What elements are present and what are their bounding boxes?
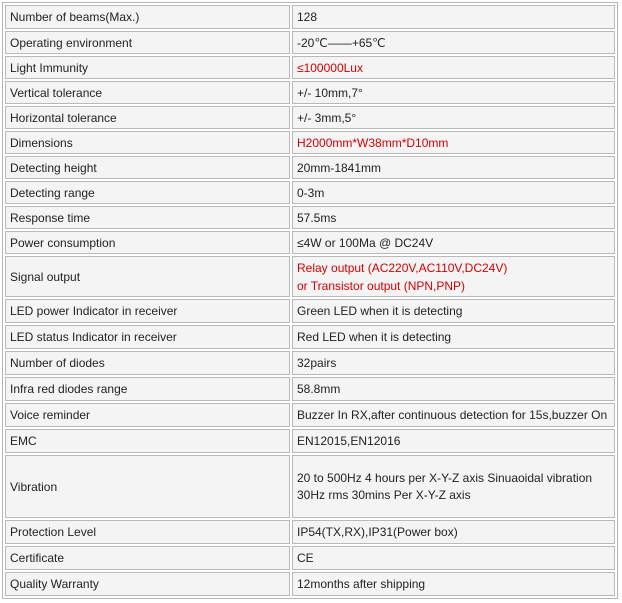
- row-value: 0-3m: [292, 181, 615, 204]
- table-row: [5, 156, 615, 179]
- table-row: [5, 351, 615, 375]
- table-row: [5, 81, 615, 104]
- row-value: [292, 256, 615, 297]
- row-label: Number of beams(Max.): [5, 5, 290, 29]
- table-row: [5, 403, 615, 427]
- row-value: Red LED when it is detecting: [292, 325, 615, 349]
- row-value: 57.5ms: [292, 206, 615, 229]
- row-label: Detecting range: [5, 181, 290, 204]
- row-value: H2000mm*W38mm*D10mm: [292, 131, 615, 154]
- row-label: Dimensions: [5, 131, 290, 154]
- table-row: [5, 106, 615, 129]
- row-value: ≤4W or 100Ma @ DC24V: [292, 231, 615, 254]
- table-row: [5, 455, 615, 518]
- table-row: [5, 325, 615, 349]
- table-row: [5, 131, 615, 154]
- row-label: Certificate: [5, 546, 290, 570]
- table-row: [5, 231, 615, 254]
- row-value: 58.8mm: [292, 377, 615, 401]
- table-row: [5, 56, 615, 79]
- table-row: [5, 520, 615, 544]
- row-label: Number of diodes: [5, 351, 290, 375]
- spec-table: [2, 2, 618, 599]
- row-label: Protection Level: [5, 520, 290, 544]
- row-label: Vibration: [5, 455, 290, 518]
- row-label: Response time: [5, 206, 290, 229]
- row-value: ≤100000Lux: [292, 56, 615, 79]
- table-row: [5, 206, 615, 229]
- signal-output-line-2: or Transistor output (NPN,PNP): [297, 278, 466, 293]
- row-label: Infra red diodes range: [5, 377, 290, 401]
- row-value: [292, 455, 615, 518]
- row-value: Buzzer In RX,after continuous detection for 15s,buzzer On: [292, 403, 615, 427]
- table-row: [5, 546, 615, 570]
- table-row: [5, 5, 615, 29]
- table-row: [5, 572, 615, 596]
- table-row: [5, 31, 615, 54]
- vibration-line-2: 30Hz rms 30mins Per X-Y-Z axis: [297, 487, 471, 502]
- row-value: 128: [292, 5, 615, 29]
- row-label: LED power Indicator in receiver: [5, 299, 290, 323]
- table-row: [5, 256, 615, 297]
- row-value: -20℃——+65℃: [292, 31, 615, 54]
- row-value: IP54(TX,RX),IP31(Power box): [292, 520, 615, 544]
- row-value: CE: [292, 546, 615, 570]
- row-label: Signal output: [5, 256, 290, 297]
- row-value: Green LED when it is detecting: [292, 299, 615, 323]
- row-label: Detecting height: [5, 156, 290, 179]
- row-value: 20mm-1841mm: [292, 156, 615, 179]
- row-label: Vertical tolerance: [5, 81, 290, 104]
- table-row: [5, 299, 615, 323]
- row-value: +/- 10mm,7°: [292, 81, 615, 104]
- row-value: +/- 3mm,5°: [292, 106, 615, 129]
- table-row: [5, 181, 615, 204]
- row-label: LED status Indicator in receiver: [5, 325, 290, 349]
- table-row: [5, 429, 615, 453]
- row-value: 32pairs: [292, 351, 615, 375]
- row-label: EMC: [5, 429, 290, 453]
- vibration-line-1: 20 to 500Hz 4 hours per X-Y-Z axis Sinuaoidal vibration: [297, 470, 593, 485]
- row-label: Operating environment: [5, 31, 290, 54]
- table-row: [5, 377, 615, 401]
- row-value: EN12015,EN12016: [292, 429, 615, 453]
- signal-output-line-1: Relay output (AC220V,AC110V,DC24V): [297, 260, 508, 275]
- row-label: Quality Warranty: [5, 572, 290, 596]
- row-label: Voice reminder: [5, 403, 290, 427]
- row-value: 12months after shipping: [292, 572, 615, 596]
- row-label: Light Immunity: [5, 56, 290, 79]
- row-label: Horizontal tolerance: [5, 106, 290, 129]
- row-label: Power consumption: [5, 231, 290, 254]
